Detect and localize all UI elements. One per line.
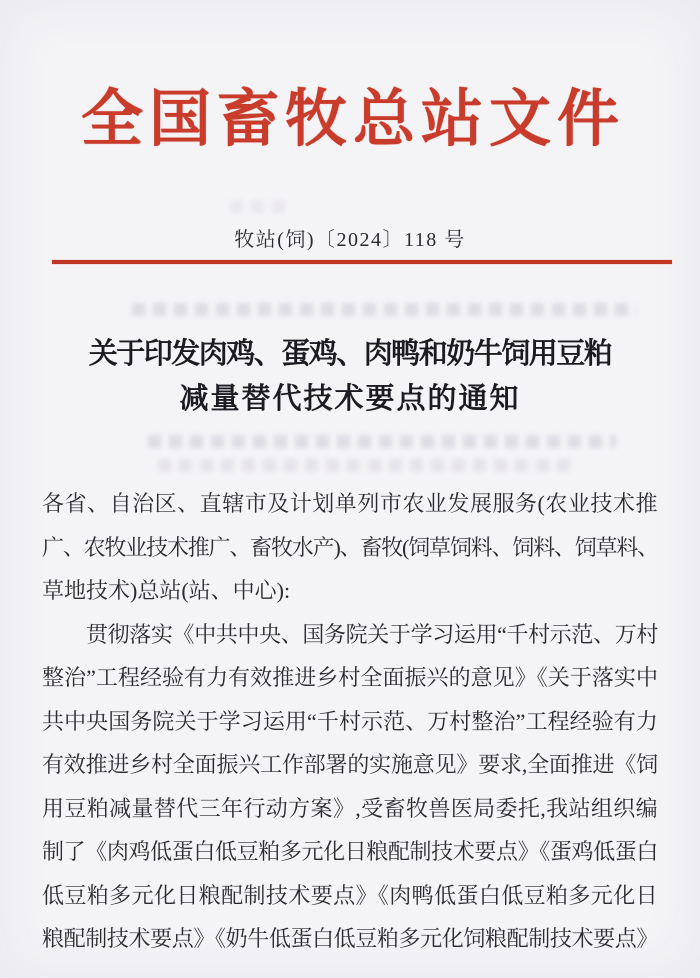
body-line: 共中央国务院关于学习运用“千村示范、万村整治”工程经验有力	[42, 708, 658, 734]
document-title	[0, 332, 700, 422]
bleedthrough-mark	[148, 435, 616, 448]
body-line: 广、农牧业技术推广、畜牧水产)、畜牧(饲草饲料、饲料、饲草料、	[42, 534, 658, 560]
document-title-line2: 减量替代技术要点的通知	[179, 383, 521, 415]
document-header-title: 全国畜牧总站文件	[80, 86, 625, 154]
bleedthrough-mark	[230, 200, 290, 213]
body-line: 低豆粕多元化日粮配制技术要点》《肉鸭低蛋白低豆粕多元化日	[42, 882, 658, 908]
body-line: 整治”工程经验有力有效推进乡村全面振兴的意见》《关于落实中	[42, 665, 658, 690]
bleedthrough-mark	[132, 303, 637, 316]
body-line: 粮配制技术要点》《奶牛低蛋白低豆粕多元化饲粮配制技术要点》	[42, 926, 658, 951]
body-line: 有效推进乡村全面振兴工作部署的实施意见》要求,全面推进《饲	[42, 752, 658, 777]
document-body	[42, 482, 658, 961]
body-line: 用豆粕减量替代三年行动方案》,受畜牧兽医局委托,我站组织编	[42, 795, 658, 821]
red-divider-rule	[52, 260, 672, 264]
body-line: 各省、自治区、直辖市及计划单列市农业发展服务(农业技术推	[42, 491, 658, 516]
body-line: 制了《肉鸡低蛋白低豆粕多元化日粮配制技术要点》《蛋鸡低蛋白	[42, 839, 658, 864]
body-line: 贯彻落实《中共中央、国务院关于学习运用“千村示范、万村	[86, 621, 658, 647]
document-number: 牧站(饲)〔2024〕118 号	[234, 229, 466, 251]
document-title-line1: 关于印发肉鸡、蛋鸡、肉鸭和奶牛饲用豆粕	[88, 338, 612, 370]
bleedthrough-mark	[158, 459, 578, 472]
body-line: 草地技术)总站(站、中心):	[42, 578, 291, 603]
